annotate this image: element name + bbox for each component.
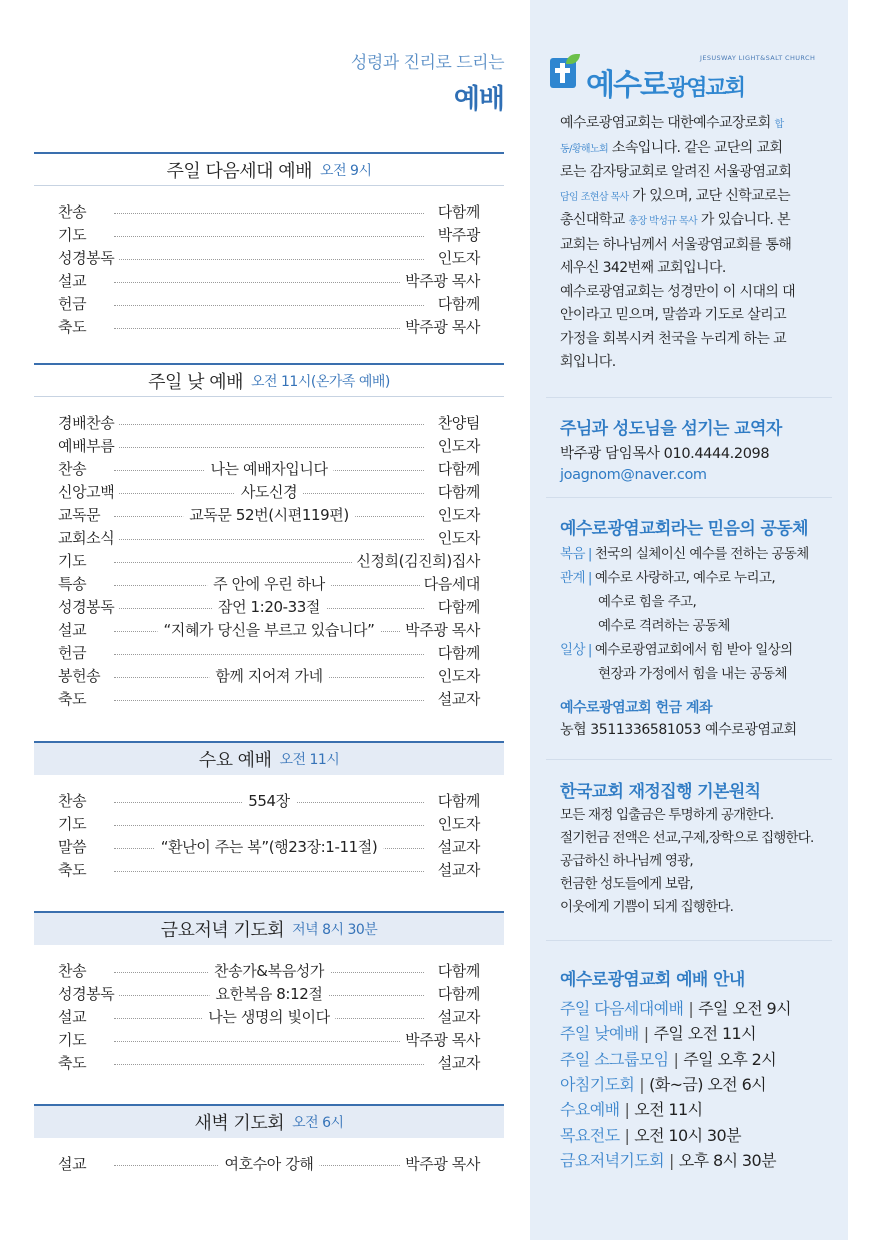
separator: | — [669, 1150, 674, 1170]
section-rows — [34, 199, 504, 337]
worship-subtitle: 성령과 진리로 드리는 — [350, 53, 504, 73]
account-heading: 예수로광염교회 헌금 계좌 — [560, 700, 713, 716]
section-name: 주일 낮 예배 — [148, 371, 244, 393]
logo-name-small: 광염교회 — [666, 76, 744, 101]
row-label: 축도 — [58, 688, 90, 709]
intro-text: 소속입니다. 같은 교단의 교회 — [608, 139, 783, 156]
row-leader: 설교자 — [434, 859, 480, 880]
intro-line — [560, 257, 830, 281]
separator: | — [624, 1125, 630, 1145]
service-time: 오전 10시 30분 — [634, 1125, 741, 1145]
intro-line — [560, 328, 830, 352]
service-item — [560, 1148, 776, 1173]
worship-section — [34, 741, 504, 880]
worship-row — [58, 502, 480, 525]
separator: | — [643, 1024, 649, 1044]
worship-row — [58, 640, 480, 663]
section-title — [34, 911, 504, 945]
row-leader: 설교자 — [434, 836, 480, 857]
section-time: 오전 11시(온가족 예배) — [251, 373, 390, 390]
service-item — [560, 1123, 741, 1148]
service-name: 주일 낮예배 — [560, 1024, 639, 1044]
leader-dots — [114, 305, 424, 306]
worship-row — [58, 245, 480, 268]
divider — [546, 397, 832, 398]
row-label: 교독문 — [58, 504, 104, 525]
row-content: 나는 생명의 빛이다 — [202, 1006, 335, 1027]
row-label: 헌금 — [58, 293, 90, 314]
intro-text: 총신대학교 — [560, 212, 629, 228]
intro-text: 총장 박성규 목사 — [628, 216, 698, 227]
section-time: 저녁 8시 30분 — [292, 922, 378, 938]
worship-row — [58, 548, 480, 571]
row-leader: 다함께 — [434, 458, 480, 479]
service-item — [560, 1097, 702, 1122]
service-time: 오후 8시 30분 — [678, 1150, 776, 1170]
separator: | — [587, 570, 592, 586]
service-name: 목요전도 — [560, 1125, 620, 1145]
worship-section — [34, 363, 504, 709]
row-label: 찬송 — [58, 790, 90, 811]
worship-row — [58, 1050, 480, 1073]
service-item — [560, 996, 791, 1021]
section-name: 수요 예배 — [198, 750, 272, 771]
section-title — [34, 363, 504, 397]
row-label: 봉헌송 — [58, 665, 104, 686]
row-content: “환난이 주는 복”(행23장:1-11절) — [155, 836, 384, 857]
intro-text: 가 있으며, 교단 신학교로는 — [628, 187, 790, 204]
church-intro — [560, 112, 830, 375]
worship-heading — [351, 48, 504, 116]
section-name: 새벽 기도회 — [194, 1113, 285, 1134]
row-leader: 다함께 — [434, 201, 480, 222]
community-text: 예수로광염교회에서 힘 받아 일상의 — [594, 642, 793, 658]
worship-row — [58, 268, 480, 291]
row-leader: 다함께 — [434, 983, 480, 1004]
logo-name — [586, 60, 744, 104]
worship-row — [58, 981, 480, 1004]
row-label: 설교 — [58, 1153, 90, 1174]
section-rows — [34, 1151, 504, 1174]
worship-row — [58, 663, 480, 686]
intro-text: 예수로광염교회는 대한예수교장로회 — [560, 115, 775, 131]
worship-row — [58, 410, 480, 433]
service-name: 주일 다음세대예배 — [560, 999, 684, 1018]
worship-title: 예배 — [453, 84, 504, 115]
leaf-icon — [566, 54, 580, 64]
community-text: 예수로 격려하는 공동체 — [598, 618, 730, 634]
staff-heading: 주님과 성도님을 섬기는 교역자 — [560, 419, 782, 439]
service-time: 오전 11시 — [634, 1100, 703, 1120]
row-content: 주 안에 우린 하나 — [207, 573, 331, 594]
worship-row — [58, 857, 480, 880]
row-label: 성경봉독 — [58, 983, 118, 1004]
row-content: 여호수아 강해 — [219, 1153, 320, 1174]
intro-line — [560, 234, 830, 258]
row-leader: 인도자 — [434, 813, 480, 834]
separator: | — [587, 642, 592, 658]
pastor-email[interactable]: joagnom@naver.com — [560, 467, 707, 483]
row-label: 축도 — [58, 316, 90, 337]
leader-dots — [114, 871, 424, 872]
worship-row — [58, 617, 480, 640]
intro-line — [560, 351, 830, 375]
intro-text: 세우신 342번째 교회입니다. — [560, 260, 726, 276]
leader-dots — [114, 447, 424, 448]
row-leader: 다함께 — [434, 596, 480, 617]
separator: | — [624, 1100, 630, 1120]
community-text: 예수로 사랑하고, 예수로 누리고, — [594, 570, 776, 586]
intro-text: 가 있습니다. 본 — [697, 212, 791, 228]
section-title — [34, 152, 504, 186]
leader-dots — [114, 700, 424, 701]
service-time: 주일 오전 11시 — [653, 1024, 756, 1044]
row-label: 찬송 — [58, 458, 90, 479]
finance-line: 공급하신 하나님께 영광, — [560, 853, 693, 869]
community-key: 관계 — [560, 570, 585, 586]
finance-line: 모든 재정 입출금은 투명하게 공개한다. — [560, 807, 774, 823]
row-content: 함께 지어져 가네 — [209, 665, 328, 686]
church-logo — [550, 54, 830, 103]
separator: | — [639, 1074, 645, 1094]
leader-dots — [114, 213, 424, 214]
community-item — [560, 566, 840, 638]
service-name: 수요예배 — [560, 1100, 620, 1120]
intro-text: 합 — [774, 119, 784, 130]
section-title — [34, 1104, 504, 1138]
row-content: 요한복음 8:12절 — [210, 983, 329, 1004]
service-time: 주일 오후 2시 — [683, 1049, 777, 1069]
row-leader: 인도자 — [434, 435, 480, 456]
intro-text: 안이라고 믿으며, 말씀과 기도로 살리고 — [560, 307, 787, 323]
row-leader: 다함께 — [434, 481, 480, 502]
intro-text: 로는 감자탕교회로 알려진 서울광염교회 — [560, 164, 792, 180]
row-label: 축도 — [58, 1052, 90, 1073]
leader-dots — [114, 236, 424, 237]
divider — [546, 759, 832, 760]
leader-dots — [114, 825, 424, 826]
worship-row — [58, 291, 480, 314]
row-leader: 설교자 — [434, 1006, 480, 1027]
row-label: 기도 — [58, 1029, 90, 1050]
row-leader: 인도자 — [434, 504, 480, 525]
worship-row — [58, 199, 480, 222]
leader-dots — [114, 259, 424, 260]
worship-row — [58, 571, 480, 594]
church-info-panel — [530, 0, 848, 1240]
pastor-contact: 박주광 담임목사 010.4444.2098 — [560, 446, 770, 462]
service-name: 주일 소그룹모임 — [560, 1049, 669, 1069]
divider — [546, 497, 832, 498]
community-item — [560, 638, 840, 686]
intro-text: 회입니다. — [560, 354, 616, 370]
finance-line: 헌금한 성도들에게 보람, — [560, 876, 693, 892]
intro-line — [560, 112, 830, 137]
section-rows — [34, 958, 504, 1073]
worship-row — [58, 222, 480, 245]
leader-dots — [114, 424, 424, 425]
row-label: 찬송 — [58, 201, 90, 222]
row-label: 찬송 — [58, 960, 90, 981]
section-title — [34, 741, 504, 775]
intro-text: 담임 조현삼 목사 — [560, 191, 629, 203]
intro-text: 교회는 하나님께서 서울광염교회를 통해 — [560, 236, 792, 253]
section-time: 오전 6시 — [292, 1115, 344, 1131]
worship-row — [58, 958, 480, 981]
row-label: 축도 — [58, 859, 90, 880]
row-leader: 다함께 — [434, 790, 480, 811]
worship-row — [58, 811, 480, 834]
row-label: 말씀 — [58, 836, 90, 857]
leader-dots — [114, 328, 424, 329]
finance-line: 절기헌금 전액은 선교,구제,장학으로 집행한다. — [560, 830, 814, 846]
row-leader: 인도자 — [434, 247, 480, 268]
row-content: 잠언 1:20-33절 — [212, 596, 326, 617]
worship-section — [34, 1104, 504, 1174]
services-heading: 예수로광염교회 예배 안내 — [560, 970, 745, 990]
intro-text: 가정을 회복시켜 천국을 누리게 하는 교 — [560, 330, 787, 347]
worship-row — [58, 525, 480, 548]
community-key: 복음 — [560, 546, 585, 562]
worship-row — [58, 594, 480, 617]
worship-section — [34, 152, 504, 337]
leader-dots — [114, 282, 424, 283]
community-text: 현장과 가정에서 힘을 내는 공동체 — [598, 666, 787, 682]
intro-text: 동/황해노회 — [560, 143, 609, 155]
row-leader: 신정희(김진희)집사 — [352, 550, 480, 571]
leader-dots — [114, 539, 424, 540]
worship-row — [58, 834, 480, 857]
row-label: 기도 — [58, 224, 90, 245]
row-leader: 설교자 — [434, 1052, 480, 1073]
intro-line — [560, 137, 830, 162]
service-name: 금요저녁기도회 — [560, 1150, 664, 1170]
row-label: 성경봉독 — [58, 247, 118, 268]
row-leader: 박주광 목사 — [401, 270, 480, 291]
row-content: 교독문 52번(시편119편) — [183, 504, 355, 525]
row-label: 기도 — [58, 813, 90, 834]
section-time: 오전 9시 — [320, 162, 372, 179]
worship-row — [58, 686, 480, 709]
intro-line — [560, 161, 830, 185]
row-label: 경배찬송 — [58, 412, 118, 433]
divider — [546, 940, 832, 941]
intro-line — [560, 185, 830, 210]
service-time: (화~금) 오전 6시 — [649, 1074, 767, 1094]
row-leader: 박주광 목사 — [401, 619, 480, 640]
row-leader: 박주광 목사 — [401, 1153, 480, 1174]
row-content: 나는 예배자입니다 — [204, 458, 333, 479]
row-label: 설교 — [58, 1006, 90, 1027]
section-time: 오전 11시 — [279, 752, 340, 768]
community-key: 일상 — [560, 642, 585, 658]
row-label: 교회소식 — [58, 527, 118, 548]
worship-row — [58, 788, 480, 811]
row-label: 기도 — [58, 550, 90, 571]
service-time: 주일 오전 9시 — [698, 999, 791, 1018]
row-leader: 다함께 — [434, 642, 480, 663]
worship-row — [58, 456, 480, 479]
row-content: “지혜가 당신을 부르고 있습니다” — [157, 619, 380, 640]
community-text: 천국의 실체이신 예수를 전하는 공동체 — [594, 546, 809, 562]
service-name: 아침기도회 — [560, 1074, 635, 1094]
row-label: 예배부름 — [58, 435, 118, 456]
community-item — [560, 542, 840, 566]
leader-dots — [114, 654, 424, 655]
community-text: 예수로 힘을 주고, — [598, 594, 697, 610]
intro-line — [560, 304, 830, 328]
row-label: 신앙고백 — [58, 481, 118, 502]
logo-english: JESUSWAY LIGHT&SALT CHURCH — [700, 54, 816, 62]
worship-row — [58, 479, 480, 502]
row-label: 특송 — [58, 573, 90, 594]
row-leader: 설교자 — [434, 688, 480, 709]
row-leader: 인도자 — [434, 665, 480, 686]
section-name: 금요저녁 기도회 — [160, 920, 285, 941]
row-leader: 박주광 목사 — [401, 316, 480, 337]
service-item — [560, 1021, 756, 1046]
leader-dots — [114, 1064, 424, 1065]
row-label: 설교 — [58, 270, 90, 291]
section-name: 주일 다음세대 예배 — [166, 160, 313, 182]
separator: | — [587, 546, 592, 562]
row-label: 성경봉독 — [58, 596, 118, 617]
offering-account: 농협 3511336581053 예수로광염교회 — [560, 722, 797, 738]
row-leader: 찬양팀 — [434, 412, 480, 433]
row-label: 설교 — [58, 619, 90, 640]
service-item — [560, 1047, 776, 1072]
row-content: 찬송가&복음성가 — [208, 960, 330, 981]
worship-row — [58, 433, 480, 456]
intro-text: 예수로광염교회는 성경만이 이 시대의 대 — [560, 283, 796, 300]
finance-line: 이웃에게 기쁨이 되게 집행한다. — [560, 899, 734, 915]
row-content: 사도신경 — [235, 481, 303, 502]
section-rows — [34, 788, 504, 880]
row-content: 554장 — [242, 790, 296, 811]
finance-heading: 한국교회 재정집행 기본원칙 — [560, 782, 761, 802]
separator: | — [673, 1049, 679, 1069]
worship-row — [58, 1027, 480, 1050]
order-of-worship — [34, 0, 504, 1240]
leader-dots — [114, 1041, 424, 1042]
row-label: 헌금 — [58, 642, 90, 663]
row-leader: 다함께 — [434, 293, 480, 314]
logo-name-big: 예수로 — [586, 68, 667, 103]
row-leader: 박주광 목사 — [401, 1029, 480, 1050]
separator: | — [688, 999, 694, 1018]
row-leader: 인도자 — [434, 527, 480, 548]
service-item — [560, 1072, 766, 1097]
row-leader: 다함께 — [434, 960, 480, 981]
worship-row — [58, 314, 480, 337]
worship-row — [58, 1004, 480, 1027]
intro-line — [560, 281, 830, 305]
community-heading: 예수로광염교회라는 믿음의 공동체 — [560, 519, 808, 539]
row-leader: 박주광 — [434, 224, 480, 245]
worship-section — [34, 911, 504, 1073]
section-rows — [34, 410, 504, 709]
worship-row — [58, 1151, 480, 1174]
intro-line — [560, 209, 830, 234]
row-leader: 다음세대 — [420, 573, 480, 594]
